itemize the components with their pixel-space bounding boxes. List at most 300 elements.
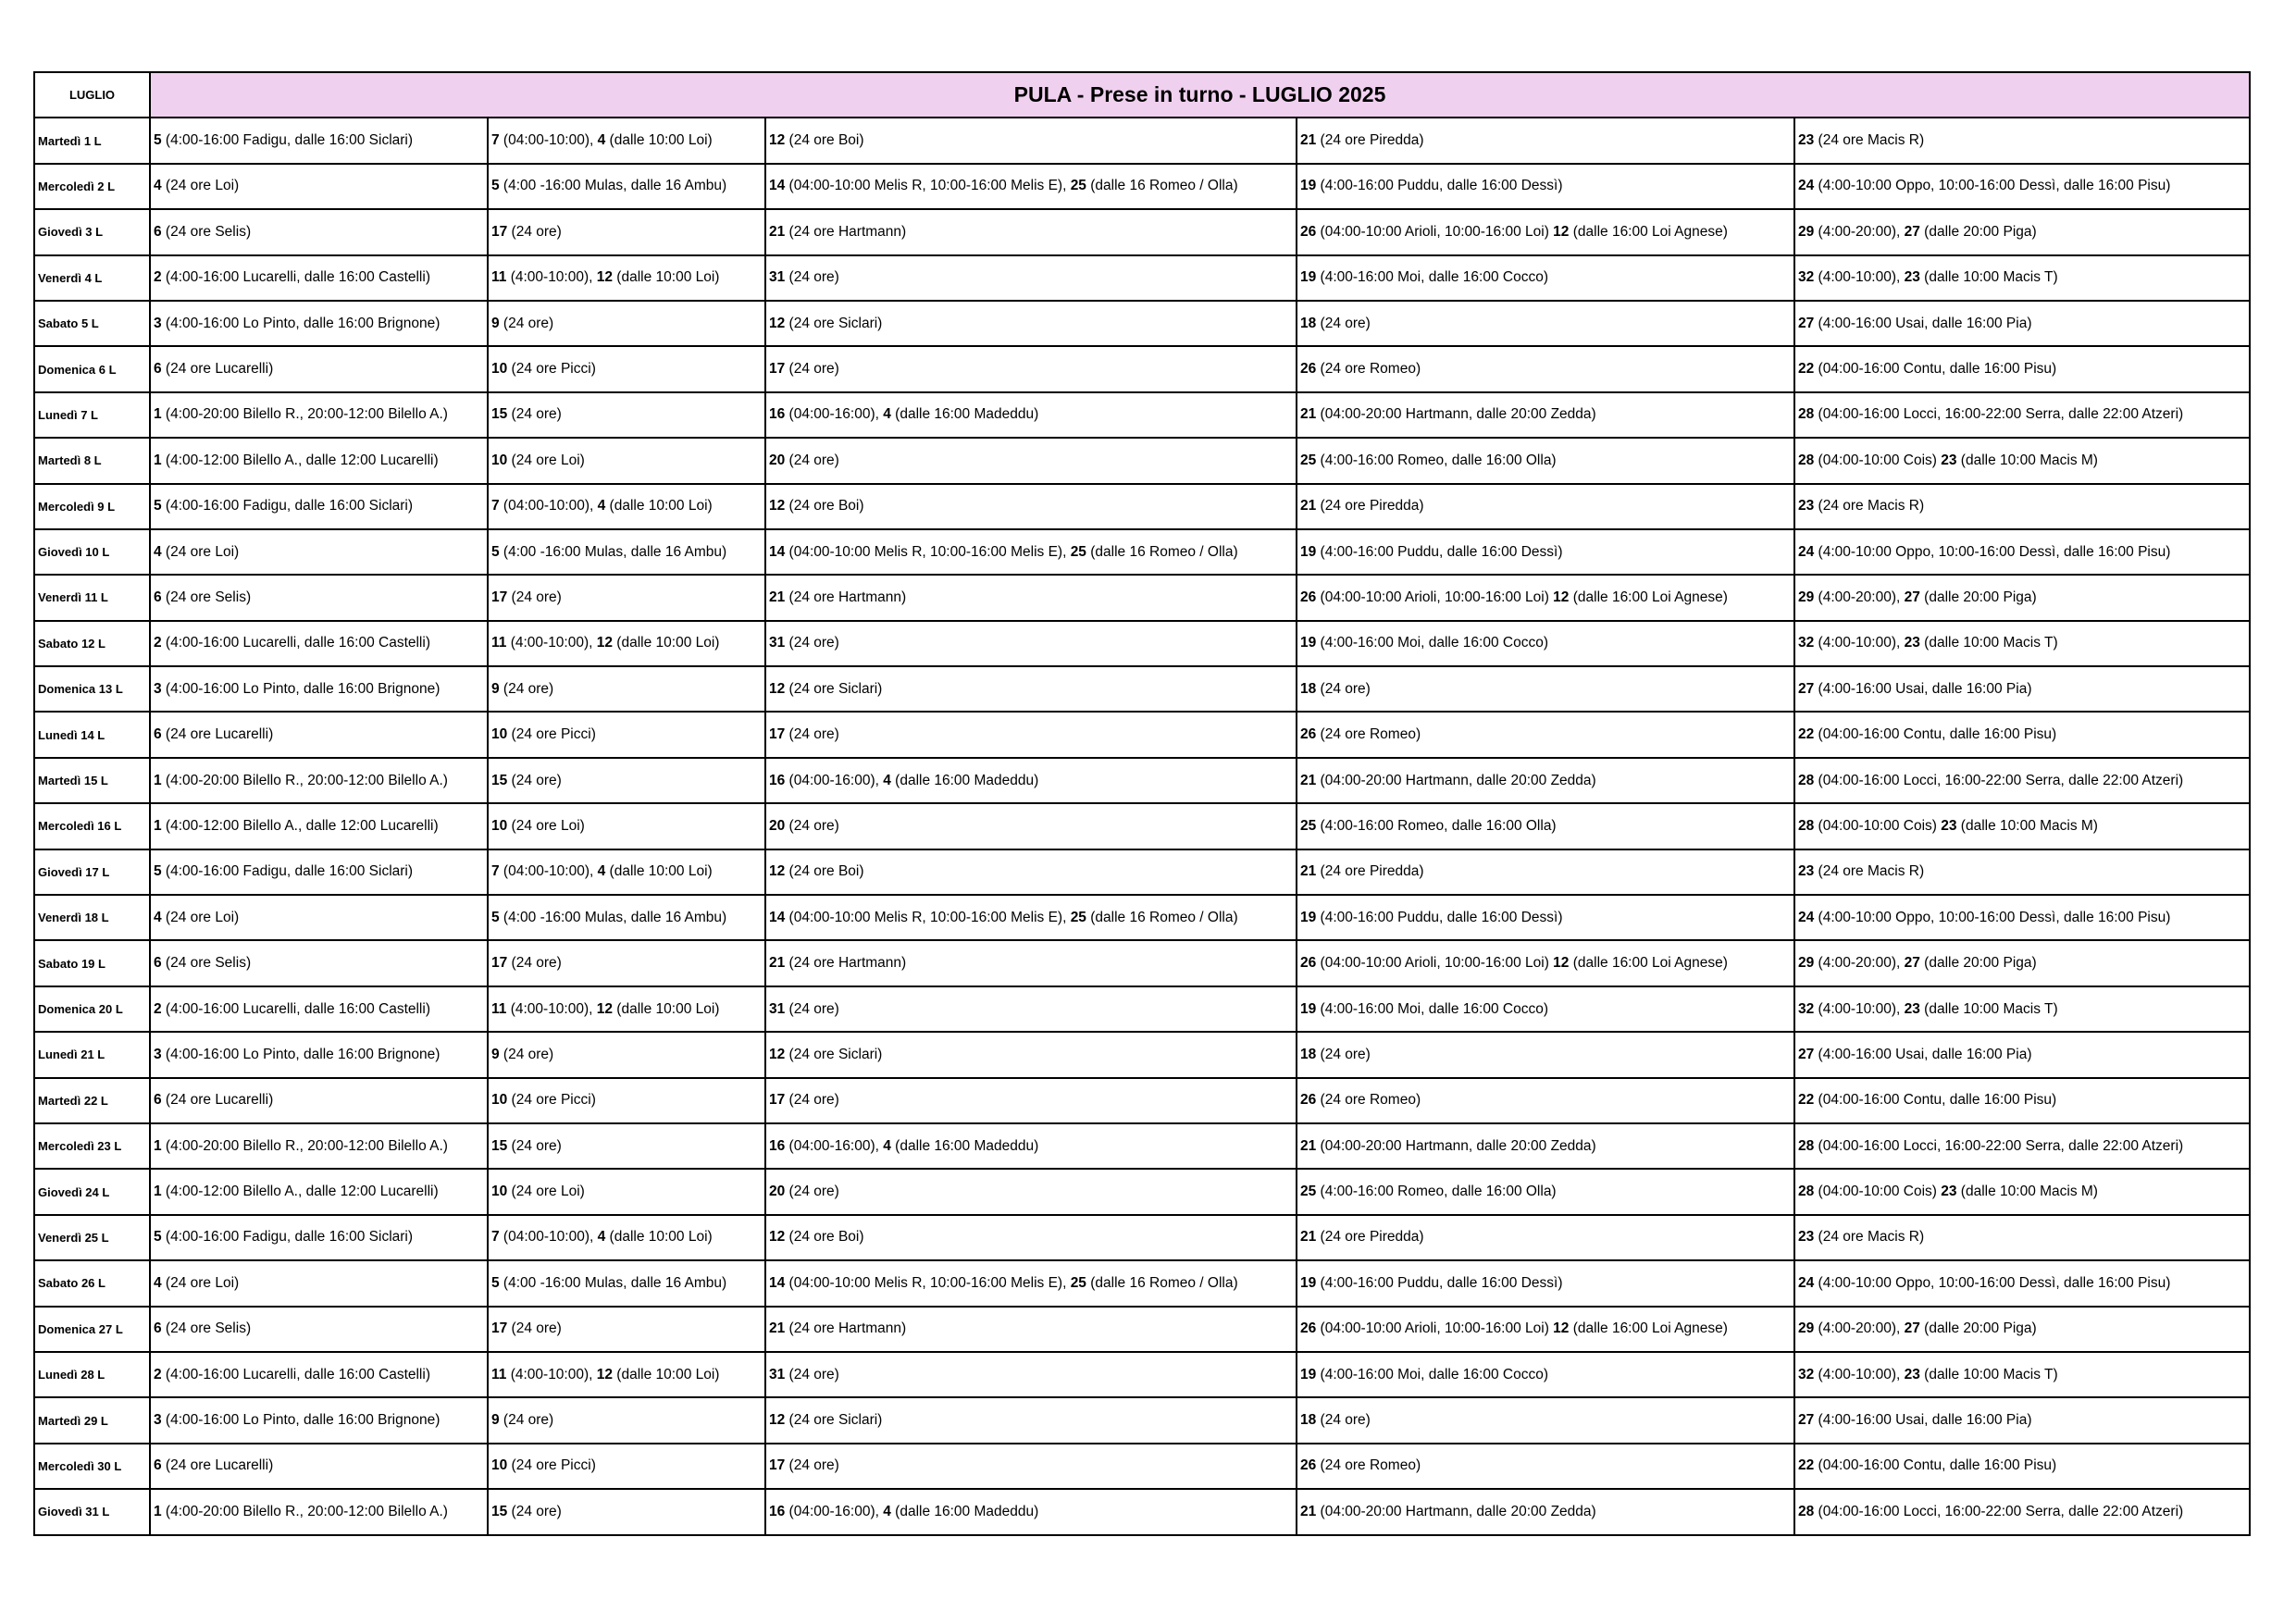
shift-cell: [1794, 803, 2250, 849]
shift-detail: (dalle 10:00 Loi): [605, 1229, 713, 1246]
table-row: [34, 1397, 2250, 1443]
shift-cell: [765, 621, 1297, 666]
shift-detail: (24 ore): [499, 680, 554, 697]
shift-detail: (dalle 10:00 Macis T): [1919, 269, 2058, 286]
pharmacy-number: 2: [154, 1000, 162, 1017]
day-label: Giovedì 31 L: [34, 1489, 150, 1534]
pharmacy-number: 28: [1798, 406, 1815, 423]
table-row: [34, 164, 2250, 209]
shift-detail: (24 ore): [507, 406, 562, 423]
schedule-body: [34, 118, 2250, 1534]
shift-cell: [1297, 849, 1794, 895]
shift-cell: [150, 118, 488, 163]
shift-detail: (4:00-16:00 Puddu, dalle 16:00 Dessì): [1316, 1274, 1563, 1291]
day-label: Lunedì 21 L: [34, 1032, 150, 1077]
shift-cell: [1297, 1169, 1794, 1214]
month-label: LUGLIO: [34, 72, 150, 118]
pharmacy-number: 12: [769, 1412, 786, 1429]
table-row: [34, 392, 2250, 438]
shift-detail: (24 ore Picci): [507, 726, 596, 743]
pharmacy-number: 1: [154, 772, 162, 788]
pharmacy-number: 6: [154, 1320, 162, 1337]
shift-cell: [488, 621, 765, 666]
pharmacy-number: 2: [154, 635, 162, 651]
shift-cell: [765, 346, 1297, 391]
shift-detail: (24 ore Macis R): [1814, 132, 1925, 149]
shift-detail: (4:00-16:00 Fadigu, dalle 16:00 Siclari): [161, 132, 414, 149]
shift-detail: (04:00-20:00 Hartmann, dalle 20:00 Zedda): [1316, 406, 1596, 423]
shift-cell: [150, 712, 488, 757]
pharmacy-number: 26: [1300, 361, 1317, 378]
pharmacy-number: 21: [1300, 498, 1317, 514]
table-row: [34, 209, 2250, 254]
shift-detail: (24 ore): [1316, 315, 1371, 331]
day-label: Giovedì 17 L: [34, 849, 150, 895]
pharmacy-number: 27: [1904, 955, 1920, 972]
pharmacy-number: 26: [1300, 1320, 1317, 1337]
shift-schedule-table: [33, 71, 2251, 1536]
shift-detail: (04:00-10:00 Melis R, 10:00-16:00 Melis E),: [785, 543, 1071, 560]
shift-cell: [150, 1307, 488, 1352]
shift-detail: (4:00-16:00 Romeo, dalle 16:00 Olla): [1316, 452, 1557, 468]
pharmacy-number: 7: [491, 132, 500, 149]
schedule-title: PULA - Prese in turno - LUGLIO 2025: [150, 72, 2250, 118]
shift-detail: (04:00-16:00),: [785, 406, 884, 423]
shift-cell: [150, 1397, 488, 1443]
shift-cell: [1794, 849, 2250, 895]
shift-cell: [488, 1215, 765, 1260]
pharmacy-number: 10: [491, 1184, 508, 1200]
pharmacy-number: 19: [1300, 909, 1317, 925]
shift-detail: (4:00-16:00 Romeo, dalle 16:00 Olla): [1316, 817, 1557, 834]
shift-cell: [150, 1032, 488, 1077]
shift-cell: [488, 529, 765, 575]
pharmacy-number: 4: [597, 132, 606, 149]
shift-cell: [150, 1260, 488, 1306]
shift-cell: [488, 1352, 765, 1397]
shift-cell: [488, 1444, 765, 1489]
table-row: [34, 1352, 2250, 1397]
shift-cell: [1794, 1307, 2250, 1352]
pharmacy-number: 21: [1300, 406, 1317, 423]
shift-detail: (24 ore): [785, 1092, 839, 1109]
pharmacy-number: 19: [1300, 1366, 1317, 1382]
pharmacy-number: 25: [1300, 817, 1317, 834]
shift-cell: [150, 164, 488, 209]
shift-cell: [765, 849, 1297, 895]
pharmacy-number: 5: [154, 863, 162, 880]
shift-cell: [488, 164, 765, 209]
shift-cell: [1297, 484, 1794, 529]
shift-cell: [150, 666, 488, 712]
pharmacy-number: 4: [883, 406, 891, 423]
shift-detail: (4:00-16:00 Lo Pinto, dalle 16:00 Brignone): [161, 315, 441, 331]
shift-cell: [765, 1397, 1297, 1443]
pharmacy-number: 5: [491, 1274, 500, 1291]
shift-detail: (04:00-16:00 Contu, dalle 16:00 Pisu): [1814, 726, 2057, 743]
pharmacy-number: 12: [769, 498, 786, 514]
pharmacy-number: 9: [491, 680, 500, 697]
shift-cell: [765, 895, 1297, 940]
shift-cell: [1794, 529, 2250, 575]
shift-detail: (24 ore): [785, 269, 839, 286]
shift-detail: (04:00-10:00 Cois): [1814, 452, 1942, 468]
day-label: Giovedì 24 L: [34, 1169, 150, 1214]
shift-cell: [1297, 621, 1794, 666]
pharmacy-number: 26: [1300, 223, 1317, 240]
shift-detail: (4:00-16:00 Lo Pinto, dalle 16:00 Brignone): [161, 680, 441, 697]
shift-detail: (24 ore Loi): [161, 543, 240, 560]
pharmacy-number: 21: [1300, 132, 1317, 149]
shift-detail: (dalle 20:00 Piga): [1919, 589, 2037, 605]
shift-cell: [765, 529, 1297, 575]
shift-cell: [488, 666, 765, 712]
shift-cell: [1297, 1123, 1794, 1169]
shift-detail: (dalle 10:00 Loi): [613, 635, 720, 651]
shift-detail: (4:00-16:00 Usai, dalle 16:00 Pia): [1814, 1412, 2032, 1429]
pharmacy-number: 26: [1300, 1457, 1317, 1474]
shift-cell: [150, 209, 488, 254]
shift-cell: [1297, 712, 1794, 757]
shift-detail: (24 ore): [499, 1046, 554, 1062]
pharmacy-number: 10: [491, 361, 508, 378]
shift-cell: [1794, 1260, 2250, 1306]
pharmacy-number: 9: [491, 1046, 500, 1062]
pharmacy-number: 4: [883, 772, 891, 788]
shift-cell: [1794, 484, 2250, 529]
shift-detail: (4:00-10:00),: [506, 269, 597, 286]
shift-detail: (dalle 16 Romeo / Olla): [1086, 909, 1238, 925]
day-label: Giovedì 10 L: [34, 529, 150, 575]
shift-cell: [1297, 438, 1794, 483]
shift-detail: (4:00-16:00 Puddu, dalle 16:00 Dessì): [1316, 178, 1563, 194]
shift-detail: (24 ore Lucarelli): [161, 361, 274, 378]
pharmacy-number: 17: [491, 955, 508, 972]
shift-cell: [488, 1032, 765, 1077]
shift-cell: [1297, 301, 1794, 346]
shift-detail: (dalle 10:00 Macis T): [1919, 1000, 2058, 1017]
pharmacy-number: 12: [769, 863, 786, 880]
pharmacy-number: 5: [154, 1229, 162, 1246]
shift-detail: (dalle 10:00 Macis T): [1919, 1366, 2058, 1382]
shift-cell: [765, 940, 1297, 986]
shift-cell: [1297, 346, 1794, 391]
pharmacy-number: 5: [491, 909, 500, 925]
shift-detail: (4:00-16:00 Fadigu, dalle 16:00 Siclari): [161, 498, 414, 514]
shift-detail: (04:00-10:00 Arioli, 10:00-16:00 Loi): [1316, 589, 1554, 605]
pharmacy-number: 16: [769, 1137, 786, 1154]
pharmacy-number: 4: [883, 1137, 891, 1154]
table-row: [34, 118, 2250, 163]
shift-cell: [1794, 1489, 2250, 1534]
day-label: Domenica 6 L: [34, 346, 150, 391]
pharmacy-number: 21: [1300, 1229, 1317, 1246]
shift-detail: (24 ore Romeo): [1316, 1092, 1421, 1109]
pharmacy-number: 7: [491, 1229, 500, 1246]
shift-cell: [488, 803, 765, 849]
shift-detail: (24 ore): [1316, 680, 1371, 697]
pharmacy-number: 23: [1941, 817, 1957, 834]
pharmacy-number: 10: [491, 452, 508, 468]
shift-detail: (4:00-20:00),: [1814, 589, 1905, 605]
pharmacy-number: 18: [1300, 315, 1317, 331]
shift-detail: (04:00-20:00 Hartmann, dalle 20:00 Zedda): [1316, 1503, 1596, 1519]
shift-cell: [1794, 758, 2250, 803]
day-label: Sabato 5 L: [34, 301, 150, 346]
pharmacy-number: 6: [154, 955, 162, 972]
shift-detail: (04:00-10:00),: [499, 1229, 598, 1246]
pharmacy-number: 27: [1798, 315, 1815, 331]
pharmacy-number: 29: [1798, 589, 1815, 605]
shift-cell: [1794, 1352, 2250, 1397]
shift-detail: (24 ore Boi): [785, 1229, 864, 1246]
shift-detail: (dalle 16:00 Loi Agnese): [1569, 1320, 1728, 1337]
shift-cell: [488, 209, 765, 254]
pharmacy-number: 1: [154, 1503, 162, 1519]
pharmacy-number: 6: [154, 223, 162, 240]
shift-cell: [1297, 1260, 1794, 1306]
pharmacy-number: 4: [154, 909, 162, 925]
shift-detail: (04:00-16:00 Locci, 16:00-22:00 Serra, dalle 22:00 Atzeri): [1814, 1503, 2184, 1519]
pharmacy-number: 3: [154, 315, 162, 331]
day-label: Mercoledì 23 L: [34, 1123, 150, 1169]
shift-detail: (4:00-20:00 Bilello R., 20:00-12:00 Bilello A.): [161, 1137, 448, 1154]
shift-cell: [1794, 575, 2250, 620]
shift-detail: (4:00-10:00 Oppo, 10:00-16:00 Dessì, dalle 16:00 Pisu): [1814, 543, 2171, 560]
shift-detail: (dalle 10:00 Loi): [605, 132, 713, 149]
pharmacy-number: 32: [1798, 1366, 1815, 1382]
pharmacy-number: 6: [154, 589, 162, 605]
shift-detail: (04:00-10:00 Cois): [1814, 817, 1942, 834]
shift-cell: [488, 986, 765, 1032]
shift-detail: (dalle 10:00 Macis M): [1956, 1184, 2098, 1200]
shift-cell: [1794, 895, 2250, 940]
pharmacy-number: 15: [491, 772, 508, 788]
shift-cell: [1297, 1352, 1794, 1397]
shift-cell: [765, 1215, 1297, 1260]
pharmacy-number: 12: [1553, 955, 1570, 972]
shift-detail: (24 ore Lucarelli): [161, 726, 274, 743]
shift-detail: (dalle 16:00 Madeddu): [890, 772, 1039, 788]
day-label: Martedì 1 L: [34, 118, 150, 163]
day-label: Lunedì 7 L: [34, 392, 150, 438]
shift-cell: [1297, 940, 1794, 986]
shift-detail: (dalle 16:00 Loi Agnese): [1569, 223, 1728, 240]
shift-cell: [765, 164, 1297, 209]
shift-cell: [765, 1032, 1297, 1077]
pharmacy-number: 19: [1300, 1000, 1317, 1017]
day-label: Sabato 26 L: [34, 1260, 150, 1306]
table-row: [34, 895, 2250, 940]
pharmacy-number: 17: [491, 589, 508, 605]
shift-detail: (24 ore Picci): [507, 1457, 596, 1474]
shift-cell: [765, 1260, 1297, 1306]
pharmacy-number: 2: [154, 269, 162, 286]
shift-detail: (24 ore): [785, 1366, 839, 1382]
pharmacy-number: 10: [491, 1092, 508, 1109]
table-row: [34, 255, 2250, 301]
shift-detail: (24 ore Loi): [161, 909, 240, 925]
shift-detail: (4:00-16:00 Romeo, dalle 16:00 Olla): [1316, 1184, 1557, 1200]
pharmacy-number: 26: [1300, 955, 1317, 972]
shift-detail: (4:00-16:00 Moi, dalle 16:00 Cocco): [1316, 1000, 1548, 1017]
shift-detail: (24 ore Macis R): [1814, 498, 1925, 514]
shift-detail: (4:00-10:00),: [506, 1000, 597, 1017]
pharmacy-number: 20: [769, 817, 786, 834]
shift-detail: (24 ore Siclari): [785, 315, 883, 331]
pharmacy-number: 1: [154, 406, 162, 423]
shift-detail: (4:00 -16:00 Mulas, dalle 16 Ambu): [499, 178, 727, 194]
pharmacy-number: 18: [1300, 1412, 1317, 1429]
pharmacy-number: 21: [1300, 1503, 1317, 1519]
day-label: Martedì 15 L: [34, 758, 150, 803]
shift-detail: (24 ore): [499, 315, 554, 331]
table-row: [34, 1489, 2250, 1534]
pharmacy-number: 7: [491, 498, 500, 514]
shift-detail: (04:00-10:00 Arioli, 10:00-16:00 Loi): [1316, 955, 1554, 972]
shift-cell: [488, 940, 765, 986]
shift-cell: [150, 1169, 488, 1214]
shift-detail: (04:00-10:00 Arioli, 10:00-16:00 Loi): [1316, 223, 1554, 240]
shift-detail: (24 ore Hartmann): [785, 955, 907, 972]
shift-detail: (24 ore): [507, 772, 562, 788]
shift-detail: (04:00-10:00 Cois): [1814, 1184, 1942, 1200]
shift-cell: [150, 484, 488, 529]
shift-detail: (dalle 10:00 Loi): [605, 498, 713, 514]
shift-cell: [1297, 1215, 1794, 1260]
shift-cell: [765, 1352, 1297, 1397]
shift-cell: [1794, 621, 2250, 666]
pharmacy-number: 3: [154, 1046, 162, 1062]
pharmacy-number: 22: [1798, 1457, 1815, 1474]
shift-detail: (24 ore): [499, 1412, 554, 1429]
shift-detail: (24 ore Boi): [785, 863, 864, 880]
pharmacy-number: 9: [491, 1412, 500, 1429]
pharmacy-number: 19: [1300, 635, 1317, 651]
shift-cell: [1297, 986, 1794, 1032]
table-row: [34, 1215, 2250, 1260]
shift-detail: (24 ore Romeo): [1316, 726, 1421, 743]
table-row: [34, 484, 2250, 529]
pharmacy-number: 12: [769, 315, 786, 331]
shift-detail: (24 ore): [507, 1137, 562, 1154]
table-row: [34, 758, 2250, 803]
shift-detail: (24 ore Picci): [507, 361, 596, 378]
pharmacy-number: 12: [1553, 589, 1570, 605]
pharmacy-number: 31: [769, 1366, 786, 1382]
pharmacy-number: 12: [769, 680, 786, 697]
pharmacy-number: 26: [1300, 589, 1317, 605]
shift-detail: (4:00-16:00 Fadigu, dalle 16:00 Siclari): [161, 1229, 414, 1246]
shift-detail: (24 ore Siclari): [785, 680, 883, 697]
pharmacy-number: 18: [1300, 680, 1317, 697]
shift-detail: (4:00-16:00 Lo Pinto, dalle 16:00 Brignone): [161, 1046, 441, 1062]
pharmacy-number: 25: [1070, 909, 1086, 925]
shift-cell: [1297, 1078, 1794, 1123]
pharmacy-number: 21: [769, 223, 786, 240]
pharmacy-number: 12: [596, 1366, 613, 1382]
pharmacy-number: 16: [769, 406, 786, 423]
shift-detail: (24 ore): [1316, 1046, 1371, 1062]
shift-cell: [1794, 1215, 2250, 1260]
shift-detail: (24 ore): [507, 955, 562, 972]
pharmacy-number: 23: [1798, 498, 1815, 514]
shift-detail: (24 ore Picci): [507, 1092, 596, 1109]
pharmacy-number: 27: [1904, 1320, 1920, 1337]
shift-cell: [150, 1215, 488, 1260]
shift-cell: [1297, 1032, 1794, 1077]
shift-detail: (24 ore Siclari): [785, 1412, 883, 1429]
shift-detail: (04:00-10:00),: [499, 132, 598, 149]
pharmacy-number: 15: [491, 1137, 508, 1154]
shift-cell: [765, 1123, 1297, 1169]
shift-detail: (24 ore Siclari): [785, 1046, 883, 1062]
table-row: [34, 986, 2250, 1032]
shift-cell: [765, 392, 1297, 438]
shift-detail: (24 ore Selis): [161, 223, 252, 240]
shift-detail: (4:00-10:00 Oppo, 10:00-16:00 Dessì, dalle 16:00 Pisu): [1814, 178, 2171, 194]
shift-cell: [150, 986, 488, 1032]
shift-cell: [1794, 392, 2250, 438]
table-row: [34, 621, 2250, 666]
shift-cell: [765, 986, 1297, 1032]
shift-cell: [1297, 255, 1794, 301]
shift-detail: (24 ore): [785, 726, 839, 743]
shift-detail: (dalle 20:00 Piga): [1919, 955, 2037, 972]
shift-detail: (24 ore Selis): [161, 955, 252, 972]
shift-cell: [488, 1260, 765, 1306]
day-label: Domenica 20 L: [34, 986, 150, 1032]
shift-detail: (24 ore Lucarelli): [161, 1457, 274, 1474]
shift-cell: [1297, 575, 1794, 620]
pharmacy-number: 24: [1798, 1274, 1815, 1291]
shift-detail: (24 ore Piredda): [1316, 132, 1424, 149]
pharmacy-number: 10: [491, 1457, 508, 1474]
shift-cell: [765, 1444, 1297, 1489]
pharmacy-number: 3: [154, 1412, 162, 1429]
shift-detail: (24 ore Boi): [785, 132, 864, 149]
shift-cell: [488, 1078, 765, 1123]
shift-cell: [488, 392, 765, 438]
pharmacy-number: 11: [491, 1366, 507, 1382]
day-label: Sabato 12 L: [34, 621, 150, 666]
shift-cell: [150, 255, 488, 301]
shift-cell: [150, 803, 488, 849]
pharmacy-number: 14: [769, 1274, 786, 1291]
pharmacy-number: 23: [1798, 132, 1815, 149]
pharmacy-number: 1: [154, 452, 162, 468]
shift-detail: (24 ore Loi): [161, 1274, 240, 1291]
pharmacy-number: 23: [1798, 1229, 1815, 1246]
shift-cell: [1297, 392, 1794, 438]
shift-detail: (dalle 20:00 Piga): [1919, 1320, 2037, 1337]
pharmacy-number: 4: [154, 1274, 162, 1291]
pharmacy-number: 24: [1798, 178, 1815, 194]
pharmacy-number: 12: [596, 635, 613, 651]
day-label: Giovedì 3 L: [34, 209, 150, 254]
shift-detail: (4:00-16:00 Usai, dalle 16:00 Pia): [1814, 680, 2032, 697]
shift-detail: (04:00-16:00),: [785, 772, 884, 788]
shift-detail: (dalle 10:00 Loi): [613, 1366, 720, 1382]
pharmacy-number: 23: [1798, 863, 1815, 880]
shift-cell: [1794, 438, 2250, 483]
shift-detail: (24 ore Hartmann): [785, 589, 907, 605]
day-label: Martedì 29 L: [34, 1397, 150, 1443]
shift-cell: [488, 1123, 765, 1169]
shift-detail: (4:00-20:00 Bilello R., 20:00-12:00 Bilello A.): [161, 406, 448, 423]
shift-cell: [1794, 1078, 2250, 1123]
shift-detail: (4:00-10:00),: [1814, 269, 1905, 286]
